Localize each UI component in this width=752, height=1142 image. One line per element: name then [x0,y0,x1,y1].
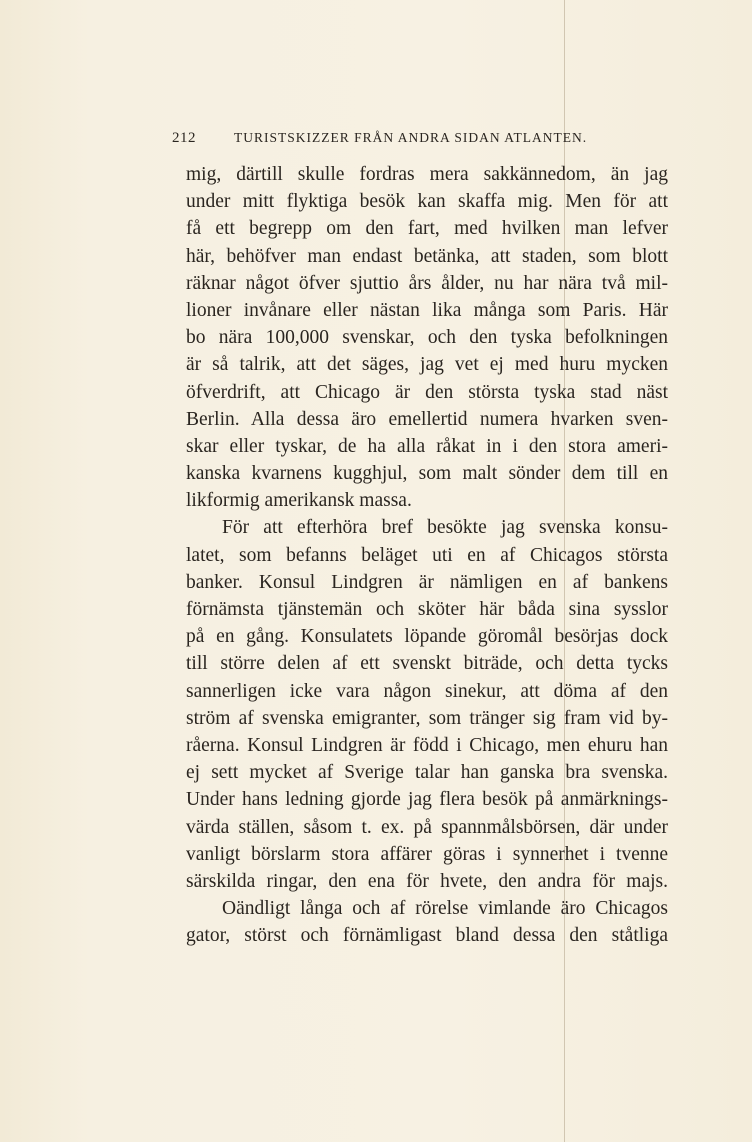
text-line: särskilda ringar, den ena för hvete, den andra för majs. [186,870,668,892]
text-line-paragraph-end: likformig amerikansk massa. [186,490,412,512]
text-line: råerna. Konsul Lindgren är född i Chicago, men ehuru han [186,734,668,756]
text-line: ström af svenska emigranter, som tränger sig fram vid by- [186,707,668,729]
text-line: Under hans ledning gjorde jag flera besök på anmärknings- [186,789,668,811]
text-line: få ett begrepp om den fart, med hvilken man lefver [186,218,668,240]
text-line: lioner invånare eller nästan lika många som Paris. Här [186,299,668,321]
text-line: på en gång. Konsulatets löpande göromål besörjas dock [186,626,668,648]
text-line: öfverdrift, att Chicago är den största tyska stad näst [186,381,668,403]
page-number: 212 [172,130,196,146]
text-line: sannerligen icke vara någon sinekur, att döma af den [186,680,668,702]
text-line: till större delen af ett svenskt biträde, och detta tycks [186,653,668,675]
running-title: TURISTSKIZZER FRÅN ANDRA SIDAN ATLANTEN. [234,130,588,145]
page-header [172,130,612,150]
text-line: latet, som befanns beläget uti en af Chicagos största [186,544,668,566]
text-line: ej sett mycket af Sverige talar han ganska bra svenska. [186,762,668,784]
text-line: mig, därtill skulle fordras mera sakkännedom, än jag [186,164,668,185]
text-line: värda ställen, såsom t. ex. på spannmålsbörsen, där under [186,816,668,838]
text-line: förnämsta tjänstemän och sköter här båda sina sysslor [186,599,668,620]
text-line-paragraph-start: För att efterhöra bref besökte jag svenska konsu- [222,517,668,539]
text-line: vanligt börslarm stora affärer göras i synnerhet i tvenne [186,843,668,865]
text-line: räknar något öfver sjuttio års ålder, nu har nära två mil- [186,272,668,294]
text-line: kanska kvarnens kugghjul, som malt sönder dem till en [186,463,668,485]
text-line: bo nära 100,000 svenskar, och den tyska befolkningen [186,327,668,349]
text-line: banker. Konsul Lindgren är nämligen en af bankens [186,571,668,593]
text-line: under mitt flyktiga besök kan skaffa mig. Men för att [186,191,668,213]
text-line: Berlin. Alla dessa äro emellertid numera hvarken sven- [186,408,668,430]
text-line: gator, störst och förnämligast bland dessa den ståtliga [186,925,668,947]
text-line: är så talrik, att det säges, jag vet ej med huru mycken [186,354,668,376]
body-text [186,161,668,949]
text-line-paragraph-start: Oändligt långa och af rörelse vimlande äro Chicagos [222,898,668,920]
text-line: här, behöfver man endast betänka, att staden, som blott [186,245,668,267]
text-line: skar eller tyskar, de ha alla råkat in i den stora ameri- [186,435,668,457]
